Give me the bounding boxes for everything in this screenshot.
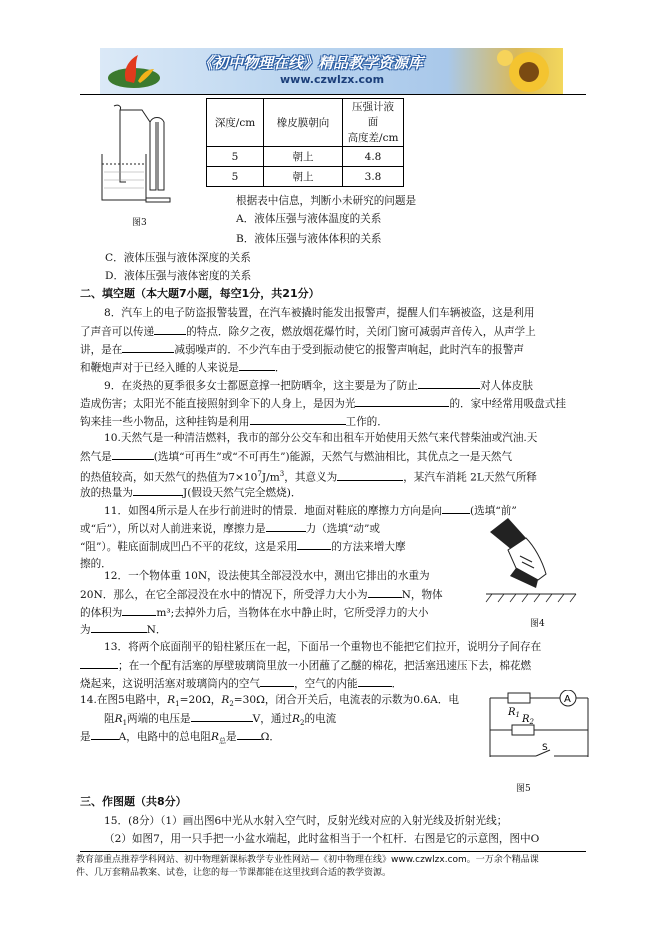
q11-line-1: 11．如图4所示是人在步行前进时的情景．地面对鞋底的摩擦力方向是向 (选填“前”	[104, 505, 517, 517]
q9-line-1: 9．在炎热的夏季很多女士都愿意撑一把防晒伞，这主要是为了防止 对人体皮肤	[104, 380, 533, 392]
figure-3-apparatus	[98, 102, 178, 208]
q8-line-3: 讲，是在 减弱噪声的．不少汽车由于受到振动使它的报警声响起，此时汽车的报警声	[80, 344, 524, 356]
q10-line-3: 的热值较高，如天然气的热值为$7\times 10^7J/m^3$，其意义为 ，某汽车消耗 2L天然气所释	[80, 470, 537, 484]
ammeter-label: A	[564, 694, 571, 705]
answer-blank[interactable]	[368, 587, 402, 598]
q9-line-2: 造成伤害；太阳光不能直接照射到伞下的人身上，是因为光 的．家中经常用吸盘式挂	[80, 398, 566, 410]
table-cell: 5	[207, 167, 264, 187]
answer-blank[interactable]	[237, 729, 261, 740]
answer-blank[interactable]	[337, 470, 403, 481]
r1-label: $R_1$	[508, 707, 520, 719]
q14-line-2: 阻$R_1$两端的电压是 V，通过$R_2$的电流	[104, 713, 337, 728]
footer-line-1: 教育部重点推荐学科网站、初中物理新课标教学专业性网站—《初中物理在线》www.czwlzx.com。一万余个精品课	[76, 855, 539, 865]
switch-label: S	[542, 743, 548, 753]
answer-blank[interactable]	[191, 711, 253, 722]
answer-blank[interactable]	[355, 396, 449, 407]
q13-line-2: ；在一个配有活塞的厚壁玻璃筒里放一小团蘸了乙醚的棉花，把活塞迅速压下去，棉花燃	[80, 658, 531, 673]
q7-option-b: B．液体压强与液体体积的关系	[236, 233, 382, 245]
q15-line-1: 15．(8分）（1）画出图6中光从水射入空气时，反射光线对应的入射光线及折射光线；	[104, 815, 508, 827]
q14-line-1: 14.在图5电路中，$R_1=20\Omega$，$R_2=30\Omega$，闭合开关后，电流表的示数为0.6A．电	[80, 694, 459, 709]
table-cell: 朝上	[264, 167, 343, 187]
site-url: www.czwlzx.com	[280, 73, 385, 86]
q7-option-a: A．液体压强与液体温度的关系	[236, 213, 382, 225]
q7-option-c: C．液体压强与液体深度的关系	[105, 252, 251, 264]
section-2-heading: 二、填空题（本大题7小题，每空1分，共21分）	[80, 287, 320, 300]
q12-line-1: 12．一个物体重 10N，设法使其全部浸没水中，测出它排出的水重为	[104, 570, 430, 582]
answer-blank[interactable]	[154, 324, 186, 335]
q12-line-2: 20N．那么，在它全部浸没在水中的情况下，所受浮力大小为 N，物体	[80, 589, 443, 601]
q10-line-4: 放的热量为 J(假设天然气完全燃烧)．	[80, 487, 302, 499]
answer-blank[interactable]	[260, 676, 294, 687]
figure-5-circuit	[488, 690, 592, 772]
table-row	[207, 167, 404, 187]
answer-blank[interactable]	[239, 360, 275, 371]
table-row	[207, 147, 404, 167]
q9-line-3: 钩来挂一些小物品，这种挂钩是利用 工作的．	[80, 416, 388, 428]
answer-blank[interactable]	[91, 622, 147, 633]
q8-line-1: 8．汽车上的电子防盗报警装置，在汽车被撬时能发出报警声，提醒人们车辆被盗，这是利用	[104, 307, 535, 319]
answer-blank[interactable]	[80, 658, 118, 669]
header-rule	[80, 94, 586, 95]
table-cell: 3.8	[343, 167, 404, 187]
answer-blank[interactable]	[358, 676, 392, 687]
table-header-depth: 深度/cm	[207, 99, 264, 147]
figure-4-caption: 图4	[530, 619, 545, 629]
answer-blank[interactable]	[442, 503, 470, 514]
data-table	[206, 98, 404, 187]
q12-line-4: 为 N．	[80, 624, 167, 636]
sunflower-icon	[495, 48, 563, 94]
section-3-heading: 三、作图题（共8分）	[80, 795, 187, 808]
q11-line-2: 或“后”），所以对人前进来说，摩擦力是 力（选填“动”或	[80, 523, 381, 535]
table-header-orientation: 橡皮膜朝向	[264, 99, 343, 147]
q8-line-2: 了声音可以传递 的特点．除夕之夜，燃放烟花爆竹时，关闭门窗可减弱声音传入，从声学上	[80, 326, 536, 338]
q10-line-1: 10.天然气是一种清洁燃料，我市的部分公交车和出租车开始使用天然气来代替柴油或汽油.天	[104, 432, 538, 444]
q11-line-4: 擦的．	[80, 558, 112, 570]
answer-blank[interactable]	[122, 605, 156, 616]
answer-blank[interactable]	[91, 729, 119, 740]
q10-line-2: 然气是 (选填“可再生”或“不可再生”)能源，天然气与燃油相比，其优点之一是天然气	[80, 451, 513, 463]
table-header-gauge: 压强计液面	[343, 99, 404, 130]
logo-icon	[104, 51, 164, 91]
q14-line-3: 是 A，电路中的总电阻$R_总$是 Ω．	[80, 731, 280, 746]
answer-blank[interactable]	[112, 449, 154, 460]
table-cell: 5	[207, 147, 264, 167]
header-banner	[100, 48, 563, 94]
q13-line-3: 烧起来，这说明活塞对玻璃筒内的空气 ，空气的内能 ．	[80, 678, 403, 690]
q15-line-2: （2）如图7，用一只手把一小盆水端起，此时盆相当于一个杠杆．右图是它的示意图，图中O	[104, 833, 540, 845]
q7-option-d: D．液体压强与液体密度的关系	[105, 270, 252, 282]
q12-line-3: 的体积为 m³;去掉外力后，当物体在水中静止时，它所受浮力的大小	[80, 607, 429, 619]
answer-blank[interactable]	[122, 342, 174, 353]
q13-line-1: 13．将两个底面削平的铅柱紧压在一起，下面吊一个重物也不能把它们拉开，说明分子间存在	[104, 641, 542, 653]
answer-blank[interactable]	[418, 378, 480, 389]
figure-3-caption: 图3	[132, 218, 147, 228]
answer-blank[interactable]	[250, 414, 346, 425]
table-cell: 朝上	[264, 147, 343, 167]
figure-5-caption: 图5	[516, 784, 531, 794]
q8-line-4: 和鞭炮声对于已经入睡的人来说是 ．	[80, 362, 286, 374]
site-name: 《初中物理在线》精品教学资源库	[198, 54, 424, 72]
r2-label: $R_2$	[522, 714, 534, 726]
table-cell: 4.8	[343, 147, 404, 167]
answer-blank[interactable]	[266, 521, 306, 532]
answer-blank[interactable]	[297, 539, 331, 550]
table-header-height: 高度差/cm	[343, 129, 404, 147]
footer-rule	[80, 851, 586, 852]
q11-line-3: “阻”）。鞋底面制成凹凸不平的花纹，这是采用 的方法来增大摩	[80, 541, 406, 553]
q7-stem: 根据表中信息，判断小未研究的问题是	[236, 195, 417, 207]
answer-blank[interactable]	[133, 485, 183, 496]
footer-line-2: 件、几万套精品教案、试卷，让您的每一节课都能在这里找到合适的教学资源。	[76, 868, 392, 878]
figure-4-shoe	[480, 516, 580, 606]
